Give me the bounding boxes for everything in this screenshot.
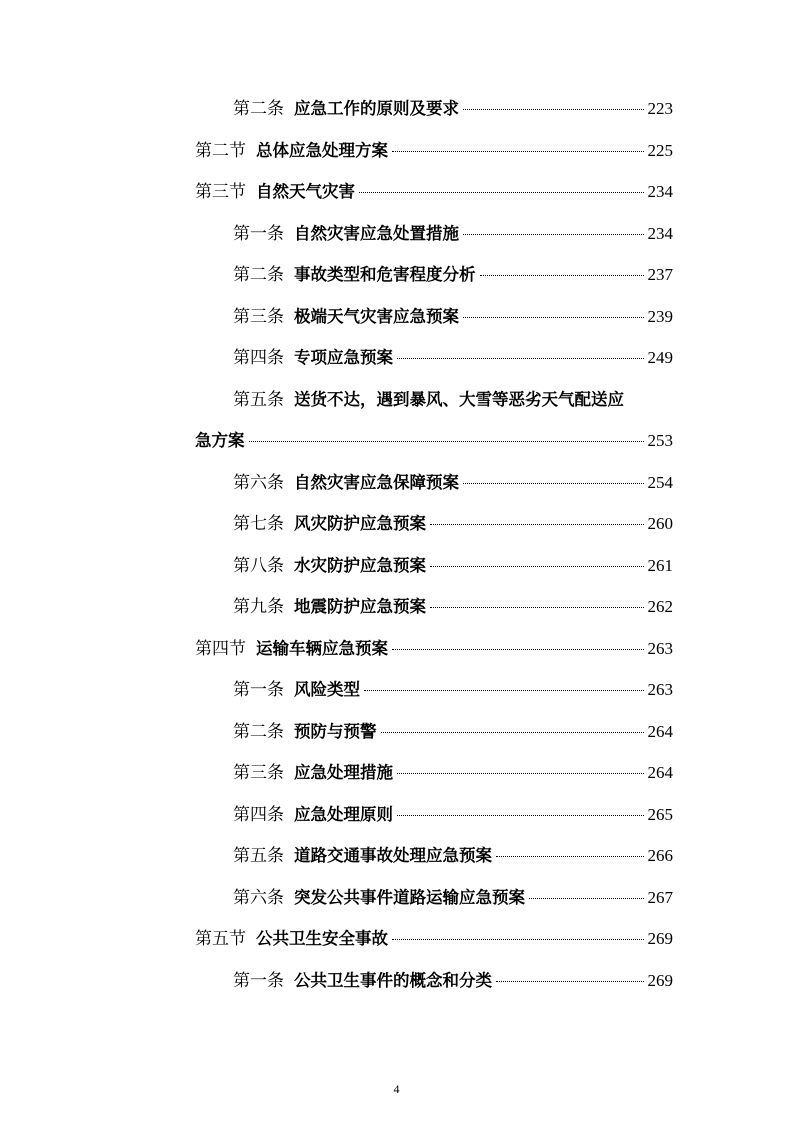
toc-entry-title: 送货不达，遇到暴风、大雪等恶劣天气配送应	[294, 390, 624, 409]
toc-entry-page: 260	[647, 514, 673, 533]
toc-entry[interactable]	[233, 302, 673, 332]
toc-entry-page: 261	[647, 556, 673, 575]
toc-dot-leader	[496, 980, 644, 982]
toc-entry-title: 道路交通事故处理应急预案	[294, 846, 492, 865]
toc-entry-number: 第六条	[233, 888, 284, 908]
toc-entry-title: 公共卫生安全事故	[256, 929, 388, 948]
toc-entry[interactable]	[233, 883, 673, 913]
toc-entry-number: 第二条	[233, 265, 284, 285]
toc-entry-page: 237	[647, 265, 673, 284]
toc-entry-number: 第一条	[233, 680, 284, 700]
toc-entry-page: 234	[647, 224, 673, 243]
toc-entry-page: 239	[647, 307, 673, 326]
toc-entry[interactable]	[233, 343, 673, 373]
toc-entry-title: 地震防护应急预案	[294, 597, 426, 616]
toc-entry-title: 自然灾害应急保障预案	[294, 473, 459, 492]
toc-entry[interactable]	[233, 717, 673, 747]
toc-entry-page: 269	[647, 929, 673, 948]
toc-entry-title: 应急工作的原则及要求	[294, 99, 459, 118]
toc-entry[interactable]	[233, 800, 673, 830]
toc-dot-leader	[496, 855, 644, 857]
toc-entry[interactable]	[233, 758, 673, 788]
toc-entry-page: 262	[647, 597, 673, 616]
toc-dot-leader	[463, 316, 644, 318]
toc-entry[interactable]	[195, 136, 673, 166]
toc-entry[interactable]	[233, 260, 673, 290]
toc-dot-leader	[364, 689, 644, 691]
toc-entry[interactable]	[195, 177, 673, 207]
toc-entry-title: 应急处理措施	[294, 763, 393, 782]
page-number: 4	[393, 1082, 400, 1096]
toc-entry-number: 第六条	[233, 473, 284, 493]
toc-dot-leader	[392, 648, 644, 650]
toc-entry-page: 253	[647, 431, 673, 450]
toc-entry-page: 225	[647, 141, 673, 160]
toc-entry-number: 第五条	[233, 846, 284, 866]
toc-entry-title: 公共卫生事件的概念和分类	[294, 971, 492, 990]
toc-entry-title: 运输车辆应急预案	[256, 639, 388, 658]
toc-entry[interactable]	[195, 924, 673, 954]
toc-entry-title: 事故类型和危害程度分析	[294, 265, 476, 284]
toc-entry-title: 自然灾害应急处置措施	[294, 224, 459, 243]
toc-entry[interactable]	[195, 634, 673, 664]
toc-entry-title: 水灾防护应急预案	[294, 556, 426, 575]
toc-dot-leader	[463, 108, 644, 110]
toc-entry-page: 234	[647, 182, 673, 201]
toc-dot-leader	[430, 523, 644, 525]
toc-entry-number: 第五节	[195, 929, 246, 949]
toc-entry-number: 第二节	[195, 141, 246, 161]
toc-entry-number: 第四节	[195, 639, 246, 659]
toc-entry-number: 第四条	[233, 805, 284, 825]
toc-entry-title: 预防与预警	[294, 722, 377, 741]
toc-entry[interactable]	[233, 841, 673, 871]
toc-entry-number: 第五条	[233, 390, 284, 410]
toc-entry[interactable]	[233, 468, 673, 498]
toc-entry[interactable]	[233, 675, 673, 705]
toc-entry[interactable]	[233, 385, 673, 415]
toc-entry[interactable]	[233, 219, 673, 249]
toc-entry-number: 第一条	[233, 224, 284, 244]
toc-entry-page: 269	[647, 971, 673, 990]
toc-dot-leader	[397, 772, 644, 774]
toc-dot-leader	[249, 440, 644, 442]
toc-entry-number: 第二条	[233, 99, 284, 119]
toc-entry-number: 第三条	[233, 307, 284, 327]
toc-dot-leader	[392, 150, 644, 152]
toc-entry-number: 第三节	[195, 182, 246, 202]
toc-entry-title: 专项应急预案	[294, 348, 393, 367]
toc-entry-title: 应急处理原则	[294, 805, 393, 824]
toc-dot-leader	[397, 357, 644, 359]
toc-entry-title: 风险类型	[294, 680, 360, 699]
toc-entry-page: 267	[647, 888, 673, 907]
toc-dot-leader	[381, 731, 644, 733]
toc-entry-page: 264	[647, 722, 673, 741]
toc-dot-leader	[359, 191, 644, 193]
toc-entry-number: 第三条	[233, 763, 284, 783]
toc-entry[interactable]	[233, 551, 673, 581]
toc-entry-title-continuation: 急方案	[195, 431, 245, 450]
toc-dot-leader	[463, 233, 644, 235]
toc-dot-leader	[463, 482, 644, 484]
toc-dot-leader	[480, 274, 644, 276]
toc-entry-title: 突发公共事件道路运输应急预案	[294, 888, 525, 907]
toc-entry-number: 第八条	[233, 556, 284, 576]
toc-entry[interactable]	[233, 509, 673, 539]
toc-entry-number: 第九条	[233, 597, 284, 617]
toc-entry-page: 266	[647, 846, 673, 865]
toc-dot-leader	[430, 565, 644, 567]
toc-entry-title: 自然天气灾害	[256, 182, 355, 201]
toc-entry[interactable]	[233, 94, 673, 124]
toc-dot-leader	[397, 814, 644, 816]
toc-entry-title: 极端天气灾害应急预案	[294, 307, 459, 326]
toc-entry-page: 263	[647, 639, 673, 658]
toc-dot-leader	[529, 897, 644, 899]
toc-entry-number: 第二条	[233, 722, 284, 742]
toc-dot-leader	[392, 938, 644, 940]
toc-entry-page: 264	[647, 763, 673, 782]
toc-entry-page: 263	[647, 680, 673, 699]
toc-entry[interactable]	[233, 592, 673, 622]
toc-entry-page: 265	[647, 805, 673, 824]
toc-entry[interactable]	[233, 966, 673, 996]
toc-entry-page: 249	[647, 348, 673, 367]
toc-entry-page: 223	[647, 99, 673, 118]
toc-dot-leader	[430, 606, 644, 608]
toc-entry-number: 第一条	[233, 971, 284, 991]
toc-entry-page: 254	[647, 473, 673, 492]
toc-entry-title: 风灾防护应急预案	[294, 514, 426, 533]
toc-entry-number: 第四条	[233, 348, 284, 368]
toc-entry-number: 第七条	[233, 514, 284, 534]
toc-entry-title: 总体应急处理方案	[256, 141, 388, 160]
toc-entry-continuation[interactable]	[195, 426, 673, 456]
